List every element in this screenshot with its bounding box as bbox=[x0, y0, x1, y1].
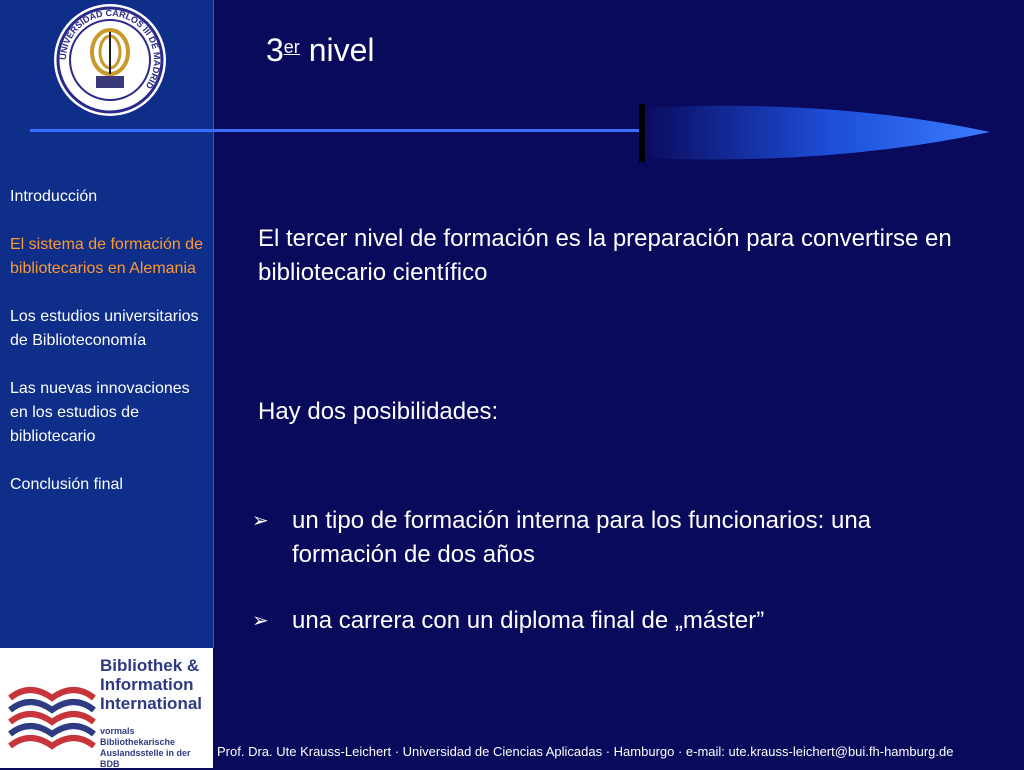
logo-title: Bibliothek & Information International bbox=[100, 656, 203, 713]
svg-text:UNIVERSIDAD CARLOS III DE MADR: UNIVERSIDAD CARLOS III DE MADRID bbox=[57, 7, 163, 91]
open-book-icon bbox=[4, 654, 100, 764]
logo-subtitle: vormals Bibliothekarische Auslandsstelle in der BDB bbox=[100, 726, 191, 769]
nav-item-nuevas-innovaciones[interactable]: Las nuevas innovaciones en los estudios de bibliotecario bbox=[10, 380, 190, 445]
arrow-bullet-icon: ➢ bbox=[252, 510, 269, 532]
slide-title: 3er nivel bbox=[266, 32, 375, 68]
bullet-item: ➢ una carrera con un diploma final de „máster” bbox=[252, 604, 952, 638]
paragraph-dos-posibilidades: Hay dos posibilidades: bbox=[258, 398, 499, 425]
nav-item-conclusion-final[interactable]: Conclusión final bbox=[10, 476, 123, 493]
sidebar-nav bbox=[10, 185, 205, 521]
nav-item-introduccion[interactable]: Introducción bbox=[10, 188, 98, 205]
nav-item-sistema-formacion[interactable]: El sistema de formación de bibliotecarios en Alemania bbox=[10, 236, 203, 277]
footer-credits: Prof. Dra. Ute Krauss-Leichert · Universidad de Ciencias Aplicadas · Hamburgo · e-mail: ute.krauss-leichert@bui.fh-hamburg.de bbox=[217, 744, 954, 759]
paragraph-tercer-nivel: El tercer nivel de formación es la preparación para convertirse en bibliotecario científico bbox=[258, 225, 952, 286]
bii-logo bbox=[0, 648, 213, 768]
bullet-item: ➢ un tipo de formación interna para los funcionarios: una formación de dos años bbox=[252, 504, 952, 572]
arrow-bullet-icon: ➢ bbox=[252, 610, 269, 632]
decorative-streak bbox=[30, 98, 995, 168]
nav-item-estudios-universitarios[interactable]: Los estudios universitarios de Biblioteconomía bbox=[10, 308, 199, 349]
